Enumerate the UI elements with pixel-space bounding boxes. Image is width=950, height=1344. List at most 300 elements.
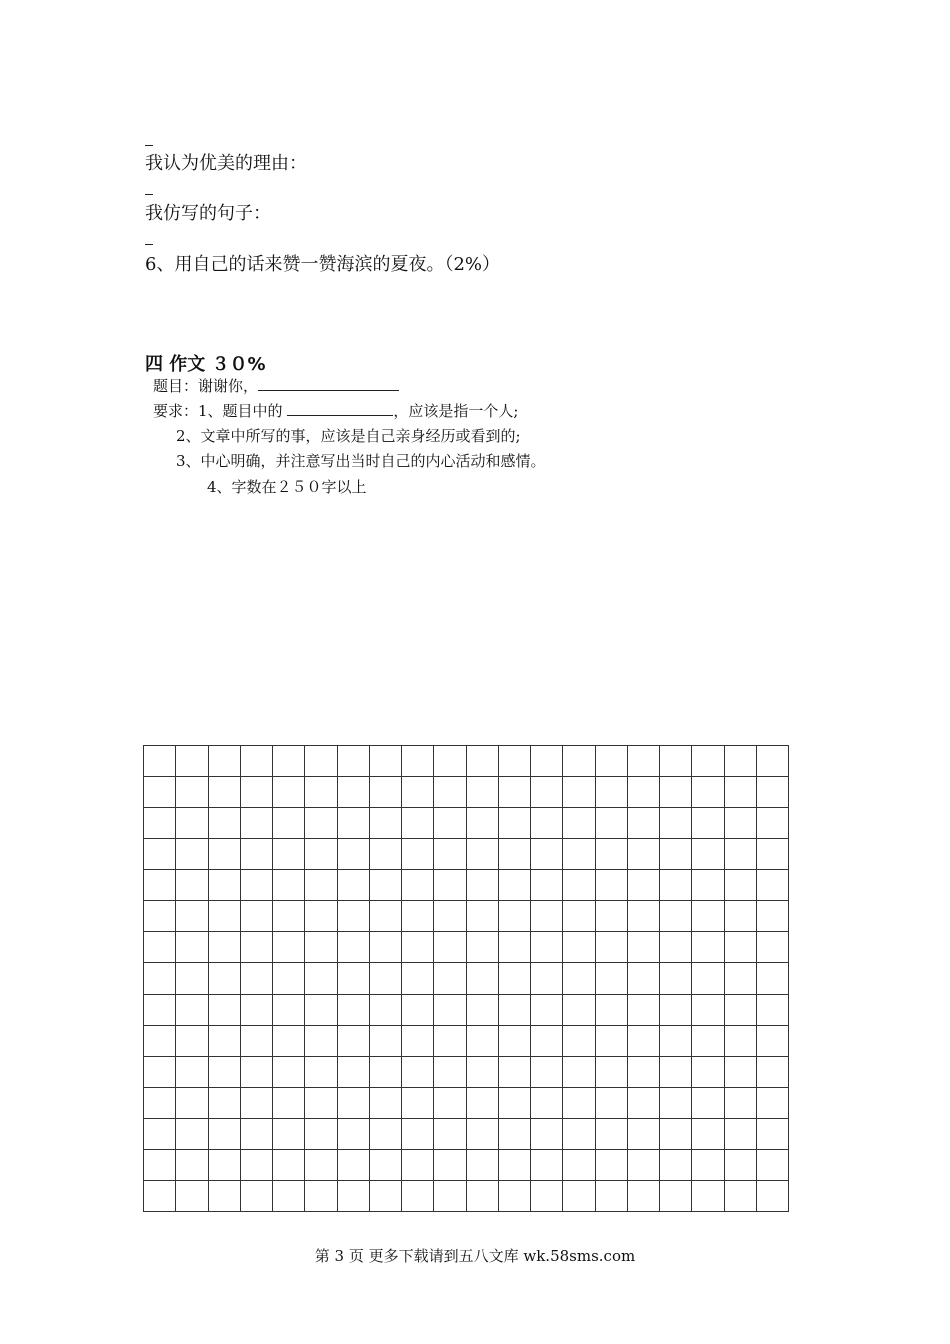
grid-cell[interactable] (756, 870, 788, 901)
grid-cell[interactable] (305, 1149, 337, 1180)
grid-cell[interactable] (176, 1056, 208, 1087)
grid-cell[interactable] (273, 994, 305, 1025)
grid-cell[interactable] (305, 777, 337, 808)
grid-cell[interactable] (369, 1149, 401, 1180)
grid-cell[interactable] (337, 808, 369, 839)
grid-cell[interactable] (176, 1025, 208, 1056)
grid-cell[interactable] (563, 1149, 595, 1180)
grid-cell[interactable] (660, 1087, 692, 1118)
grid-cell[interactable] (498, 1087, 530, 1118)
grid-cell[interactable] (337, 1056, 369, 1087)
grid-cell[interactable] (627, 932, 659, 963)
grid-cell[interactable] (531, 1056, 563, 1087)
grid-cell[interactable] (563, 1180, 595, 1211)
grid-cell[interactable] (434, 1180, 466, 1211)
grid-cell[interactable] (563, 901, 595, 932)
grid-cell[interactable] (466, 839, 498, 870)
grid-cell[interactable] (692, 1180, 724, 1211)
title-blank[interactable] (258, 376, 399, 391)
grid-cell[interactable] (692, 1056, 724, 1087)
grid-cell[interactable] (595, 777, 627, 808)
grid-cell[interactable] (337, 1118, 369, 1149)
grid-cell[interactable] (176, 932, 208, 963)
grid-cell[interactable] (240, 808, 272, 839)
grid-cell[interactable] (595, 870, 627, 901)
grid-cell[interactable] (305, 1180, 337, 1211)
grid-cell[interactable] (208, 932, 240, 963)
grid-cell[interactable] (466, 994, 498, 1025)
grid-cell[interactable] (660, 932, 692, 963)
grid-cell[interactable] (692, 963, 724, 994)
grid-cell[interactable] (498, 1056, 530, 1087)
grid-cell[interactable] (531, 746, 563, 777)
grid-cell[interactable] (498, 870, 530, 901)
grid-cell[interactable] (627, 808, 659, 839)
grid-cell[interactable] (273, 839, 305, 870)
grid-cell[interactable] (208, 1025, 240, 1056)
grid-cell[interactable] (402, 1180, 434, 1211)
grid-cell[interactable] (660, 963, 692, 994)
grid-cell[interactable] (660, 1025, 692, 1056)
grid-cell[interactable] (402, 932, 434, 963)
grid-cell[interactable] (531, 1118, 563, 1149)
grid-cell[interactable] (176, 870, 208, 901)
grid-cell[interactable] (176, 839, 208, 870)
grid-cell[interactable] (531, 1087, 563, 1118)
grid-cell[interactable] (498, 963, 530, 994)
grid-cell[interactable] (208, 746, 240, 777)
grid-cell[interactable] (498, 808, 530, 839)
grid-cell[interactable] (273, 777, 305, 808)
grid-cell[interactable] (369, 963, 401, 994)
grid-cell[interactable] (595, 901, 627, 932)
grid-cell[interactable] (337, 963, 369, 994)
grid-cell[interactable] (144, 870, 176, 901)
grid-cell[interactable] (724, 1087, 756, 1118)
grid-cell[interactable] (240, 901, 272, 932)
grid-cell[interactable] (692, 746, 724, 777)
grid-cell[interactable] (434, 1149, 466, 1180)
grid-cell[interactable] (595, 808, 627, 839)
grid-cell[interactable] (337, 777, 369, 808)
grid-cell[interactable] (498, 901, 530, 932)
grid-cell[interactable] (176, 1149, 208, 1180)
grid-cell[interactable] (531, 1025, 563, 1056)
grid-cell[interactable] (660, 808, 692, 839)
grid-cell[interactable] (305, 839, 337, 870)
grid-cell[interactable] (434, 1025, 466, 1056)
grid-cell[interactable] (660, 1180, 692, 1211)
grid-cell[interactable] (240, 1087, 272, 1118)
grid-cell[interactable] (595, 1149, 627, 1180)
grid-cell[interactable] (627, 1180, 659, 1211)
grid-cell[interactable] (756, 1056, 788, 1087)
grid-cell[interactable] (144, 901, 176, 932)
grid-cell[interactable] (660, 746, 692, 777)
grid-cell[interactable] (208, 870, 240, 901)
grid-cell[interactable] (176, 994, 208, 1025)
grid-cell[interactable] (724, 963, 756, 994)
grid-cell[interactable] (176, 1087, 208, 1118)
grid-cell[interactable] (305, 901, 337, 932)
grid-cell[interactable] (144, 1149, 176, 1180)
grid-cell[interactable] (595, 1056, 627, 1087)
grid-cell[interactable] (434, 932, 466, 963)
grid-cell[interactable] (434, 994, 466, 1025)
grid-cell[interactable] (724, 808, 756, 839)
grid-cell[interactable] (627, 746, 659, 777)
grid-cell[interactable] (595, 1118, 627, 1149)
grid-cell[interactable] (144, 808, 176, 839)
grid-cell[interactable] (176, 1180, 208, 1211)
grid-cell[interactable] (369, 1087, 401, 1118)
grid-cell[interactable] (369, 901, 401, 932)
grid-cell[interactable] (402, 1025, 434, 1056)
grid-cell[interactable] (208, 1118, 240, 1149)
grid-cell[interactable] (466, 1025, 498, 1056)
grid-cell[interactable] (240, 1149, 272, 1180)
grid-cell[interactable] (627, 1149, 659, 1180)
grid-cell[interactable] (724, 1180, 756, 1211)
grid-cell[interactable] (434, 839, 466, 870)
grid-cell[interactable] (337, 746, 369, 777)
grid-cell[interactable] (531, 870, 563, 901)
grid-cell[interactable] (724, 932, 756, 963)
grid-cell[interactable] (563, 808, 595, 839)
grid-cell[interactable] (144, 1025, 176, 1056)
grid-cell[interactable] (369, 994, 401, 1025)
grid-cell[interactable] (627, 839, 659, 870)
grid-cell[interactable] (402, 777, 434, 808)
grid-cell[interactable] (176, 963, 208, 994)
grid-cell[interactable] (273, 746, 305, 777)
grid-cell[interactable] (240, 932, 272, 963)
grid-cell[interactable] (724, 746, 756, 777)
grid-cell[interactable] (692, 932, 724, 963)
grid-cell[interactable] (369, 777, 401, 808)
grid-cell[interactable] (144, 1180, 176, 1211)
grid-cell[interactable] (240, 1056, 272, 1087)
grid-cell[interactable] (498, 1025, 530, 1056)
grid-cell[interactable] (273, 1056, 305, 1087)
grid-cell[interactable] (337, 839, 369, 870)
grid-cell[interactable] (273, 901, 305, 932)
grid-cell[interactable] (144, 1087, 176, 1118)
grid-cell[interactable] (369, 1025, 401, 1056)
grid-cell[interactable] (240, 1025, 272, 1056)
grid-cell[interactable] (595, 839, 627, 870)
grid-cell[interactable] (208, 777, 240, 808)
grid-cell[interactable] (756, 932, 788, 963)
grid-cell[interactable] (498, 994, 530, 1025)
grid-cell[interactable] (240, 994, 272, 1025)
grid-cell[interactable] (240, 963, 272, 994)
grid-cell[interactable] (305, 1087, 337, 1118)
grid-cell[interactable] (466, 1118, 498, 1149)
grid-cell[interactable] (466, 963, 498, 994)
grid-cell[interactable] (466, 1056, 498, 1087)
grid-cell[interactable] (337, 901, 369, 932)
grid-cell[interactable] (208, 963, 240, 994)
grid-cell[interactable] (144, 839, 176, 870)
grid-cell[interactable] (531, 932, 563, 963)
grid-cell[interactable] (402, 808, 434, 839)
grid-cell[interactable] (273, 870, 305, 901)
grid-cell[interactable] (627, 870, 659, 901)
grid-cell[interactable] (563, 1025, 595, 1056)
grid-cell[interactable] (692, 1118, 724, 1149)
grid-cell[interactable] (563, 870, 595, 901)
grid-cell[interactable] (305, 1025, 337, 1056)
grid-cell[interactable] (466, 1087, 498, 1118)
grid-cell[interactable] (208, 1056, 240, 1087)
grid-cell[interactable] (144, 963, 176, 994)
grid-cell[interactable] (240, 839, 272, 870)
grid-cell[interactable] (627, 994, 659, 1025)
grid-cell[interactable] (595, 994, 627, 1025)
grid-cell[interactable] (531, 1180, 563, 1211)
grid-cell[interactable] (498, 1149, 530, 1180)
grid-cell[interactable] (240, 1118, 272, 1149)
grid-cell[interactable] (756, 746, 788, 777)
grid-cell[interactable] (724, 1118, 756, 1149)
grid-cell[interactable] (756, 808, 788, 839)
grid-cell[interactable] (337, 994, 369, 1025)
grid-cell[interactable] (305, 808, 337, 839)
grid-cell[interactable] (337, 1025, 369, 1056)
requirement-blank[interactable] (287, 401, 393, 416)
grid-cell[interactable] (627, 1025, 659, 1056)
grid-cell[interactable] (563, 839, 595, 870)
grid-cell[interactable] (756, 1118, 788, 1149)
grid-cell[interactable] (498, 839, 530, 870)
grid-cell[interactable] (369, 808, 401, 839)
grid-cell[interactable] (337, 932, 369, 963)
grid-cell[interactable] (466, 746, 498, 777)
grid-cell[interactable] (724, 1056, 756, 1087)
grid-cell[interactable] (595, 1025, 627, 1056)
grid-cell[interactable] (144, 746, 176, 777)
grid-cell[interactable] (434, 870, 466, 901)
grid-cell[interactable] (305, 1056, 337, 1087)
grid-cell[interactable] (434, 1056, 466, 1087)
grid-cell[interactable] (434, 1118, 466, 1149)
grid-cell[interactable] (756, 1087, 788, 1118)
grid-cell[interactable] (305, 932, 337, 963)
grid-cell[interactable] (660, 870, 692, 901)
grid-cell[interactable] (144, 994, 176, 1025)
grid-cell[interactable] (531, 839, 563, 870)
grid-cell[interactable] (498, 777, 530, 808)
grid-cell[interactable] (240, 746, 272, 777)
grid-cell[interactable] (402, 994, 434, 1025)
grid-cell[interactable] (692, 1025, 724, 1056)
grid-cell[interactable] (402, 746, 434, 777)
grid-cell[interactable] (466, 1180, 498, 1211)
grid-cell[interactable] (208, 1149, 240, 1180)
grid-cell[interactable] (756, 1025, 788, 1056)
grid-cell[interactable] (337, 1180, 369, 1211)
grid-cell[interactable] (692, 901, 724, 932)
grid-cell[interactable] (756, 1149, 788, 1180)
grid-cell[interactable] (692, 1149, 724, 1180)
grid-cell[interactable] (627, 777, 659, 808)
grid-cell[interactable] (595, 746, 627, 777)
grid-cell[interactable] (498, 932, 530, 963)
grid-cell[interactable] (369, 1180, 401, 1211)
grid-cell[interactable] (660, 994, 692, 1025)
grid-cell[interactable] (531, 994, 563, 1025)
grid-cell[interactable] (305, 963, 337, 994)
grid-cell[interactable] (466, 901, 498, 932)
grid-cell[interactable] (531, 808, 563, 839)
grid-cell[interactable] (402, 870, 434, 901)
grid-cell[interactable] (208, 1180, 240, 1211)
grid-cell[interactable] (305, 870, 337, 901)
grid-cell[interactable] (563, 1118, 595, 1149)
grid-cell[interactable] (337, 1087, 369, 1118)
grid-cell[interactable] (402, 963, 434, 994)
grid-cell[interactable] (466, 932, 498, 963)
grid-cell[interactable] (176, 901, 208, 932)
grid-cell[interactable] (305, 1118, 337, 1149)
grid-cell[interactable] (724, 870, 756, 901)
grid-cell[interactable] (563, 1087, 595, 1118)
grid-cell[interactable] (273, 1118, 305, 1149)
grid-cell[interactable] (692, 870, 724, 901)
grid-cell[interactable] (627, 901, 659, 932)
grid-cell[interactable] (660, 1118, 692, 1149)
grid-cell[interactable] (756, 963, 788, 994)
grid-cell[interactable] (369, 839, 401, 870)
grid-cell[interactable] (660, 1056, 692, 1087)
grid-cell[interactable] (692, 839, 724, 870)
grid-cell[interactable] (724, 1149, 756, 1180)
grid-cell[interactable] (144, 777, 176, 808)
grid-cell[interactable] (273, 1149, 305, 1180)
grid-cell[interactable] (595, 1087, 627, 1118)
grid-cell[interactable] (660, 901, 692, 932)
grid-cell[interactable] (724, 901, 756, 932)
grid-cell[interactable] (595, 932, 627, 963)
grid-cell[interactable] (595, 1180, 627, 1211)
grid-cell[interactable] (240, 870, 272, 901)
grid-cell[interactable] (692, 808, 724, 839)
grid-cell[interactable] (692, 994, 724, 1025)
grid-cell[interactable] (466, 777, 498, 808)
grid-cell[interactable] (402, 839, 434, 870)
grid-cell[interactable] (756, 777, 788, 808)
grid-cell[interactable] (627, 1118, 659, 1149)
grid-cell[interactable] (434, 808, 466, 839)
grid-cell[interactable] (498, 1118, 530, 1149)
grid-cell[interactable] (724, 839, 756, 870)
grid-cell[interactable] (208, 1087, 240, 1118)
grid-cell[interactable] (563, 963, 595, 994)
grid-cell[interactable] (369, 932, 401, 963)
grid-cell[interactable] (402, 1056, 434, 1087)
grid-cell[interactable] (208, 839, 240, 870)
grid-cell[interactable] (627, 1056, 659, 1087)
grid-cell[interactable] (756, 1180, 788, 1211)
grid-cell[interactable] (498, 746, 530, 777)
grid-cell[interactable] (563, 994, 595, 1025)
grid-cell[interactable] (531, 1149, 563, 1180)
grid-cell[interactable] (466, 1149, 498, 1180)
grid-cell[interactable] (402, 1149, 434, 1180)
grid-cell[interactable] (563, 932, 595, 963)
grid-cell[interactable] (724, 994, 756, 1025)
grid-cell[interactable] (369, 1056, 401, 1087)
grid-cell[interactable] (402, 901, 434, 932)
grid-cell[interactable] (434, 963, 466, 994)
grid-cell[interactable] (660, 839, 692, 870)
grid-cell[interactable] (240, 1180, 272, 1211)
grid-cell[interactable] (692, 1087, 724, 1118)
grid-cell[interactable] (240, 777, 272, 808)
grid-cell[interactable] (660, 777, 692, 808)
grid-cell[interactable] (434, 777, 466, 808)
grid-cell[interactable] (208, 808, 240, 839)
grid-cell[interactable] (627, 1087, 659, 1118)
grid-cell[interactable] (305, 994, 337, 1025)
grid-cell[interactable] (273, 963, 305, 994)
grid-cell[interactable] (434, 1087, 466, 1118)
grid-cell[interactable] (176, 777, 208, 808)
grid-cell[interactable] (466, 808, 498, 839)
grid-cell[interactable] (434, 746, 466, 777)
grid-cell[interactable] (627, 963, 659, 994)
grid-cell[interactable] (595, 963, 627, 994)
grid-cell[interactable] (337, 1149, 369, 1180)
grid-cell[interactable] (369, 870, 401, 901)
grid-cell[interactable] (563, 777, 595, 808)
grid-cell[interactable] (498, 1180, 530, 1211)
grid-cell[interactable] (176, 808, 208, 839)
grid-cell[interactable] (692, 777, 724, 808)
grid-cell[interactable] (531, 777, 563, 808)
grid-cell[interactable] (531, 901, 563, 932)
grid-cell[interactable] (724, 777, 756, 808)
grid-cell[interactable] (144, 1056, 176, 1087)
grid-cell[interactable] (756, 901, 788, 932)
grid-cell[interactable] (563, 1056, 595, 1087)
grid-cell[interactable] (402, 1087, 434, 1118)
grid-cell[interactable] (660, 1149, 692, 1180)
grid-cell[interactable] (466, 870, 498, 901)
grid-cell[interactable] (273, 808, 305, 839)
grid-cell[interactable] (756, 994, 788, 1025)
grid-cell[interactable] (369, 1118, 401, 1149)
grid-cell[interactable] (402, 1118, 434, 1149)
grid-cell[interactable] (144, 1118, 176, 1149)
grid-cell[interactable] (273, 932, 305, 963)
grid-cell[interactable] (724, 1025, 756, 1056)
grid-cell[interactable] (369, 746, 401, 777)
grid-cell[interactable] (273, 1025, 305, 1056)
grid-cell[interactable] (176, 746, 208, 777)
grid-cell[interactable] (208, 994, 240, 1025)
grid-cell[interactable] (273, 1180, 305, 1211)
grid-cell[interactable] (337, 870, 369, 901)
grid-cell[interactable] (208, 901, 240, 932)
grid-cell[interactable] (273, 1087, 305, 1118)
grid-cell[interactable] (434, 901, 466, 932)
grid-cell[interactable] (756, 839, 788, 870)
grid-cell[interactable] (563, 746, 595, 777)
grid-cell[interactable] (305, 746, 337, 777)
grid-cell[interactable] (176, 1118, 208, 1149)
